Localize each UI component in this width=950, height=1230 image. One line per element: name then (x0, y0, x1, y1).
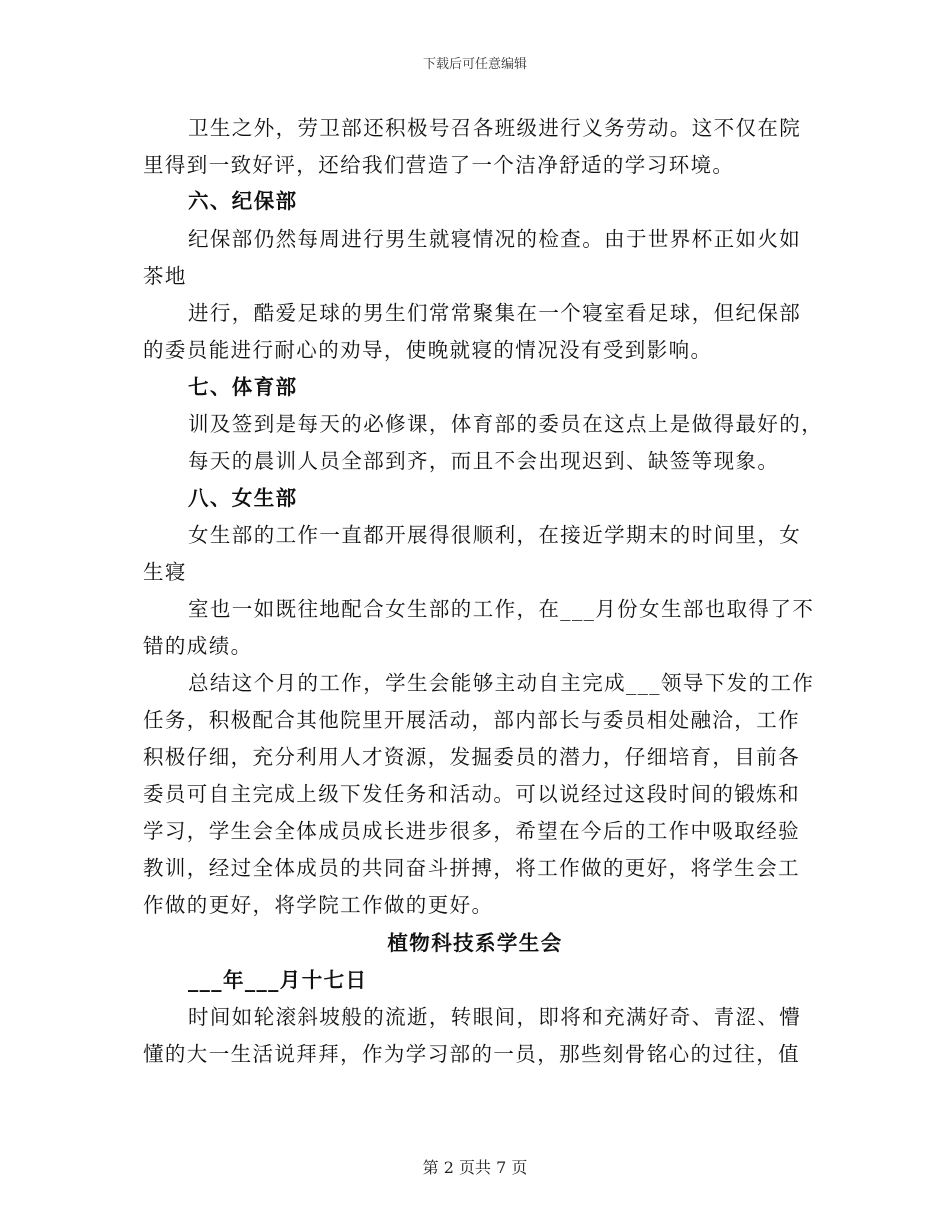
paragraph-line: 懂的大一生活说拜拜，作为学习部的一员，那些刻骨铭心的过往，值 (143, 1042, 800, 1066)
paragraph-line: 总结这个月的工作，学生会能够主动自主完成___领导下发的工作 (188, 671, 815, 695)
signature: 植物科技系学生会 (387, 931, 563, 955)
paragraph-line: 里得到一致好评，还给我们营造了一个洁净舒适的学习环境。 (143, 153, 735, 177)
paragraph-line: 室也一如既往地配合女生部的工作，在___月份女生部也取得了不 (188, 597, 815, 621)
paragraph-line: 纪保部仍然每周进行男生就寝情况的检查。由于世界杯正如火如 (188, 227, 802, 251)
paragraph-line: 每天的晨训人员全部到齐，而且不会出现迟到、缺签等现象。 (188, 449, 780, 473)
section-heading-6: 六、纪保部 (188, 189, 298, 213)
paragraph-line: 训及签到是每天的必修课，体育部的委员在这点上是做得最好的， (188, 412, 824, 436)
paragraph-line: 作做的更好，将学院工作做的更好。 (143, 893, 494, 917)
header-note: 下载后可任意编辑 (422, 57, 527, 72)
paragraph-line: 时间如轮滚斜坡般的流逝，转眼间，即将和充满好奇、青涩、懵 (188, 1005, 802, 1029)
section-heading-7: 七、体育部 (188, 375, 298, 399)
paragraph-line: 学习，学生会全体成员成长进步很多，希望在今后的工作中吸取经验 (143, 819, 800, 843)
paragraph-line: 女生部的工作一直都开展得很顺利，在接近学期末的时间里，女 (188, 523, 802, 547)
paragraph-line: 生寝 (143, 560, 187, 584)
paragraph-line: 进行，酷爱足球的男生们常常聚集在一个寝室看足球，但纪保部 (188, 301, 802, 325)
paragraph-line: 卫生之外，劳卫部还积极号召各班级进行义务劳动。这不仅在院 (188, 116, 802, 140)
paragraph-line: 教训，经过全体成员的共同奋斗拼搏，将工作做的更好，将学生会工 (143, 856, 800, 880)
paragraph-line: 积极仔细，充分利用人才资源，发掘委员的潜力，仔细培育，目前各 (143, 745, 800, 769)
page-number: 第 2 页共 7 页 (422, 1158, 528, 1177)
paragraph-line: 委员可自主完成上级下发任务和活动。可以说经过这段时间的锻炼和 (143, 782, 800, 806)
date-line: ___年___月十七日 (188, 968, 368, 992)
paragraph-line: 的委员能进行耐心的劝导，使晚就寝的情况没有受到影响。 (143, 338, 713, 362)
paragraph-line: 任务，积极配合其他院里开展活动，部内部长与委员相处融洽，工作 (143, 708, 800, 732)
section-heading-8: 八、女生部 (188, 486, 298, 510)
paragraph-line: 错的成绩。 (143, 634, 253, 658)
paragraph-line: 茶地 (143, 264, 187, 288)
